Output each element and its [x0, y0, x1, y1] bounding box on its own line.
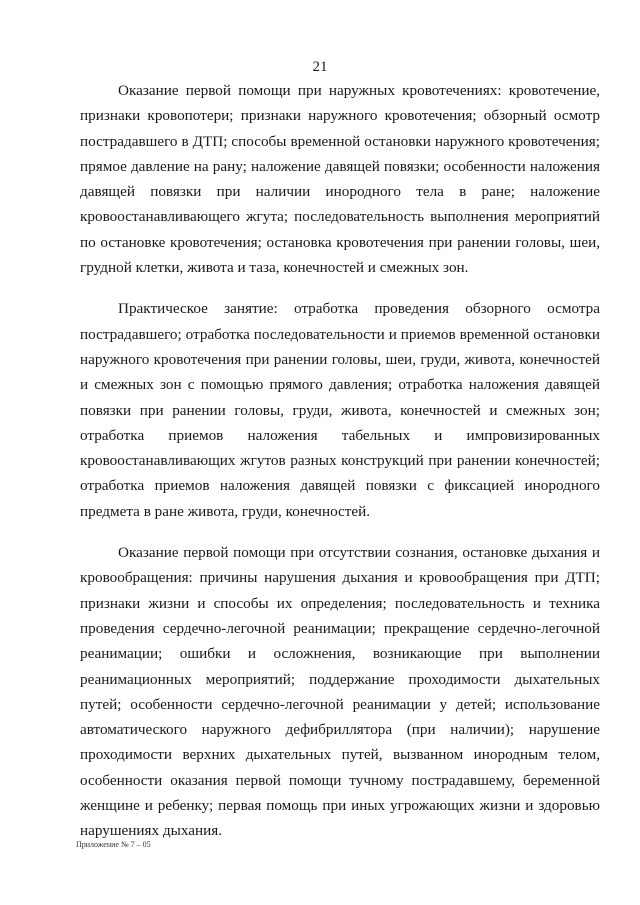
paragraph-resuscitation-first-aid: Оказание первой помощи при отсутствии сознания, остановке дыхания и кровообращения: причины нарушения дыхания и кровообращения при ДТП; признаки жизни и способы их определения; последовательность и техника проведения сердечно-легочной реанимации; прекращение сердечно-легочной реанимации; ошибки и осложнения, возникающие при выполнении реанимационных мероприятий; поддержание проходимости дыхательных путей; особенности сердечно-легочной реанимации у детей; использование автоматического наружного дефибриллятора (при наличии); нарушение проходимости верхних дыхательных путей, вызванном инородным телом, особенности оказания первой помощи тучному пострадавшему, беременной женщине и ребенку; первая помощь при иных угрожающих жизни и здоровью нарушениях дыхания.: [80, 544, 600, 840]
page-footer: Приложение № 7 – 05: [76, 840, 151, 849]
document-body: [80, 78, 600, 844]
paragraph-bleeding-first-aid: Оказание первой помощи при наружных кровотечениях: кровотечение, признаки кровопотери; признаки наружного кровотечения; обзорный осмотр пострадавшего в ДТП; способы временной остановки наружного кровотечения; прямое давление на рану; наложение давящей повязки; особенности наложения давящей повязки при наличии инородного тела в ране; наложение кровоостанавливающего жгута; последовательность выполнения мероприятий по остановке кровотечения; остановка кровотечения при ранении головы, шеи, грудной клетки, живота и таза, конечностей и смежных зон.: [80, 82, 600, 277]
page-number: 21: [312, 59, 328, 75]
paragraph-practical-session: Практическое занятие: отработка проведения обзорного осмотра пострадавшего; отработка последовательности и приемов временной остановки наружного кровотечения при ранении головы, шеи, груди, живота, конечностей и смежных зон с помощью прямого давления; отработка наложения давящей повязки при ранении головы, груди, живота, конечностей и смежных зон; отработка приемов наложения табельных и импровизированных кровоостанавливающих жгутов разных конструкций при ранении конечностей; отработка приемов наложения давящей повязки с фиксацией инородного предмета в ране живота, груди, конечностей.: [80, 300, 600, 520]
